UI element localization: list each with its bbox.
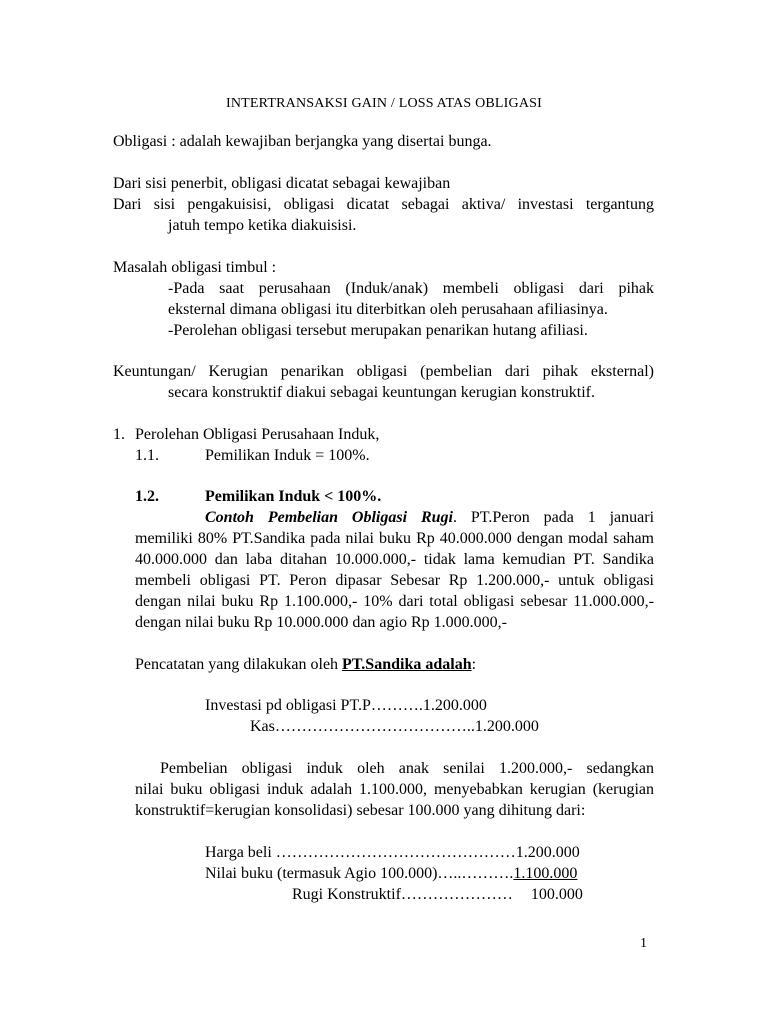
calc-book-value-line — [205, 863, 577, 884]
recording-prefix: Pencatatan yang dilakukan oleh — [135, 656, 343, 673]
gain-loss-line-1: Keuntungan/ Kerugian penarikan obligasi (pembelian dari pihak eksternal) — [113, 363, 654, 380]
example-first-text: PT.Peron pada 1 januari — [470, 509, 655, 526]
example-intro-line — [205, 507, 654, 528]
definition-text: Obligasi : adalah kewajiban berjangka yang disertai bunga. — [113, 133, 492, 150]
example-body-paragraph: memiliki 80% PT.Sandika pada nilai buku Rp 40.000.000 dengan modal saham 40.000.000 dan laba ditahan 10.000.000,- tidak lama kemudian PT. Sandika membeli obligasi PT. Peron dipasar Sebesar Rp 1.200.000,- untuk obligasi dengan nilai buku Rp 1.100.000,- 10% dari total obligasi sebesar 11.000.000,- dengan nilai buku Rp 10.000.000 dan agio Rp 1.000.000,- — [135, 530, 654, 631]
recording-line — [135, 654, 476, 675]
calc-book-value-amount: 1.100.000 — [513, 865, 578, 882]
example-label-dot: . — [452, 509, 457, 526]
section-1-1-title: Pemilikan Induk = 100%. — [205, 447, 370, 464]
calc-loss-label: Rugi Konstruktif………………… — [292, 886, 513, 903]
acquirer-view-continuation: jatuh tempo ketika diakuisisi. — [168, 217, 357, 234]
calc-book-value-label: Nilai buku (termasuk Agio 100.000)…..………. — [205, 865, 514, 882]
section-1-number: 1. — [113, 426, 125, 443]
purchase-paragraph-body: nilai buku obligasi induk adalah 1.100.000, menyebabkan kerugian (kerugian konstruktif=kerugian konsolidasi) sebesar 100.000 yang dihitung dari: — [135, 781, 654, 819]
section-1-2-number: 1.2. — [135, 488, 159, 505]
journal-debit-entry: Investasi pd obligasi PT.P……….1.200.000 — [205, 697, 487, 714]
problem-item-2: -Perolehan obligasi tersebut merupakan penarikan hutang afiliasi. — [168, 322, 588, 339]
example-label: Contoh Pembelian Obligasi Rugi — [205, 509, 453, 526]
section-1-1-number: 1.1. — [135, 447, 159, 464]
calc-loss-line — [292, 884, 583, 905]
purchase-paragraph-first-line: Pembelian obligasi induk oleh anak senilai 1.200.000,- sedangkan — [160, 760, 654, 777]
page-number: 1 — [640, 936, 647, 951]
problem-item-1-line-1: -Pada saat perusahaan (Induk/anak) membeli obligasi dari pihak — [168, 280, 654, 297]
section-1-2-title: Pemilikan Induk < 100%. — [205, 488, 382, 505]
recording-company: PT.Sandika adalah — [342, 656, 472, 673]
gain-loss-line-2: secara konstruktif diakui sebagai keuntungan kerugian konstruktif. — [168, 384, 595, 401]
journal-credit-entry: Kas………………………………..1.200.000 — [250, 718, 539, 735]
recording-suffix: : — [471, 656, 477, 673]
document-title: INTERTRANSAKSI GAIN / LOSS ATAS OBLIGASI — [226, 96, 542, 111]
calc-loss-amount: 100.000 — [530, 886, 583, 903]
section-1-title: Perolehan Obligasi Perusahaan Induk, — [135, 426, 380, 443]
calc-purchase-price: Harga beli ………………………………………1.200.000 — [205, 844, 580, 861]
acquirer-view-text: Dari sisi pengakuisisi, obligasi dicatat sebagai aktiva/ investasi tergantung — [113, 196, 654, 213]
issuer-view-text: Dari sisi penerbit, obligasi dicatat sebagai kewajiban — [113, 175, 451, 192]
problem-intro: Masalah obligasi timbul : — [113, 259, 277, 276]
problem-item-1-line-2: eksternal dimana obligasi itu diterbitkan oleh perusahaan afiliasinya. — [168, 301, 608, 318]
